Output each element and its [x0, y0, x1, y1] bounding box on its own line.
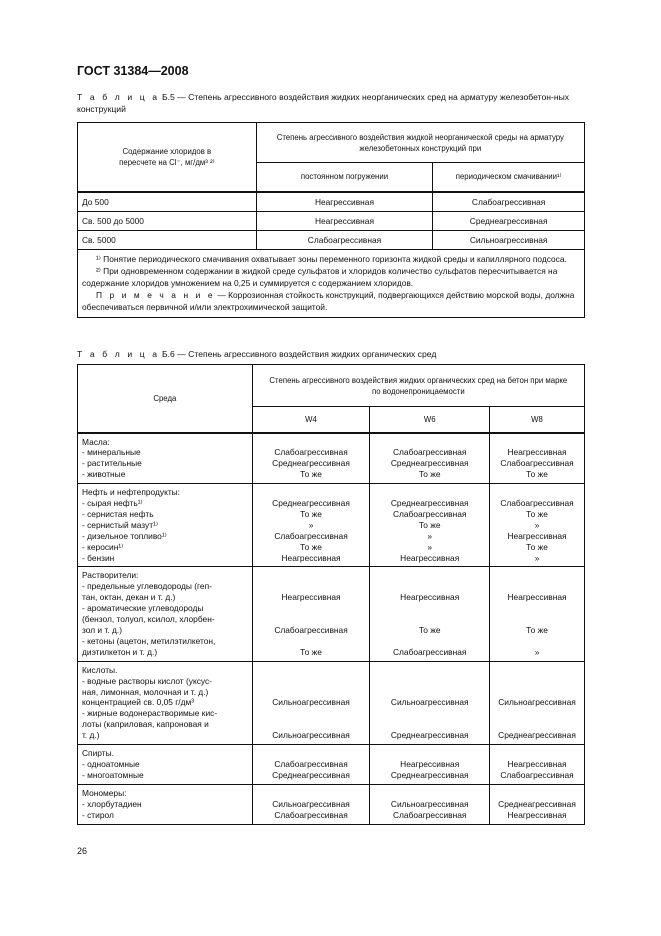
medium-line: тан, октан, декан и т. д.): [82, 592, 176, 603]
medium-line: (бензол, толуол, ксилол, хлорбен-: [82, 614, 215, 625]
value-line: Сильноагрессивная: [272, 730, 350, 741]
value-line: Неагрессивная: [507, 592, 567, 603]
medium-line: - сырая нефть¹⁾: [82, 498, 143, 509]
footnote-2: ²⁾ При одновременном содержании в жидкой среде сульфатов и хлоридов количество сульфатов пересчитывается на содержание хлоридов умножением на 0,25 и суммируется с содержанием хлоридов.: [82, 265, 558, 288]
medium-line: концентрацией св. 0,05 г/дм³: [82, 697, 195, 708]
value-line: [374, 636, 485, 647]
value-line: [374, 788, 485, 799]
value-cell-w8: [490, 661, 585, 744]
sub-header-wetting: периодическом смачивании¹⁾: [433, 163, 585, 192]
table-row: [78, 745, 585, 785]
value-line: [494, 788, 580, 799]
medium-line: - стирол: [82, 809, 114, 820]
value-line: Среднеагрессивная: [272, 498, 350, 509]
row-value: Слабоагрессивная: [433, 192, 585, 212]
value-line: [494, 676, 580, 687]
value-line: [494, 603, 580, 614]
medium-line: - ароматические углеводороды: [82, 603, 204, 614]
value-cell-w6: [370, 784, 490, 824]
medium-line: - многоатомные: [82, 769, 144, 780]
value-line: [494, 437, 580, 448]
value-line: »: [427, 530, 433, 541]
remark: [82, 289, 580, 313]
value-line: Слабоагрессивная: [500, 769, 574, 780]
table-row: [78, 433, 585, 484]
medium-line: диэтилкетон и т. д.): [82, 646, 158, 657]
value-line: »: [534, 646, 540, 657]
medium-line: - предельные углеводороды (геп-: [82, 581, 212, 592]
value-cell-w6: [370, 567, 490, 661]
value-line: Слабоагрессивная: [274, 624, 348, 635]
value-line: [257, 603, 366, 614]
value-line: [374, 665, 485, 676]
table-row: [78, 211, 585, 230]
medium-line: - кетоны (ацетон, метилэтилкетон,: [82, 635, 216, 646]
value-cell-w6: [370, 661, 490, 744]
medium-line: - хлорбутадиен: [82, 798, 142, 809]
medium-line: - растительные: [82, 458, 142, 469]
table-notes: [78, 249, 585, 317]
row-value: Неагрессивная: [256, 211, 433, 230]
medium-cell: [78, 661, 253, 744]
group-header: Степень агрессивного воздействия жидких органических сред на бетон при марке по водонепроницаемости: [252, 365, 584, 407]
value-line: [494, 719, 580, 730]
table-row: [78, 567, 585, 661]
value-line: Неагрессивная: [400, 552, 460, 563]
medium-line: Растворители:: [82, 570, 139, 581]
value-line: Среднеагрессивная: [498, 798, 576, 809]
caption-text: Б.6 — Степень агрессивного воздействия жидких органических сред: [161, 349, 437, 359]
caption-label: Т а б л и ц а: [77, 349, 160, 359]
medium-cell: [78, 745, 253, 785]
value-line: [374, 676, 485, 687]
sub-header-w6: W6: [370, 407, 490, 433]
medium-line: - водные растворы кислот (уксус-: [82, 675, 212, 686]
medium-line: - керосин¹⁾: [82, 541, 124, 552]
value-cell-w8: [490, 433, 585, 484]
value-line: То же: [418, 519, 441, 530]
value-cell-w4: [252, 433, 370, 484]
sub-header-w4: W4: [252, 407, 370, 433]
table-row: [78, 230, 585, 249]
value-line: Среднеагрессивная: [390, 498, 469, 509]
medium-line: Спирты.: [82, 748, 114, 759]
table-b6-caption: [77, 348, 587, 360]
value-line: [374, 687, 485, 698]
value-cell-w8: [490, 784, 585, 824]
medium-line: т. д.): [82, 730, 100, 741]
col-header-medium: Среда: [78, 365, 253, 433]
value-line: То же: [300, 469, 322, 480]
value-line: [257, 437, 366, 448]
value-line: [494, 581, 580, 592]
medium-line: - сернистая нефть: [82, 508, 154, 519]
value-line: [374, 581, 485, 592]
medium-line: - минеральные: [82, 447, 141, 458]
value-line: [257, 636, 366, 647]
value-line: [494, 748, 580, 759]
value-line: Слабоагрессивная: [500, 458, 574, 469]
value-line: Среднеагрессивная: [498, 730, 576, 741]
value-line: [494, 687, 580, 698]
value-line: »: [427, 541, 433, 552]
value-line: Слабоагрессивная: [393, 447, 467, 458]
col-header-chlorides: Содержание хлоридов в пересчете на Cl⁻, мг/дм³ ²⁾: [78, 123, 257, 192]
document-title: ГОСТ 31384—2008: [77, 64, 189, 78]
remark-text: — Коррозионная стойкость конструкций, подвергающихся действию морской воды, должна обеспечиваться первичной и/или электрохимической защитой.: [82, 289, 575, 312]
sub-header-immersion: постоянном погружении: [256, 163, 433, 192]
medium-line: Кислоты.: [82, 664, 118, 675]
value-line: [494, 636, 580, 647]
medium-line: - животные: [82, 469, 126, 480]
medium-line: Нефть и нефтепродукты:: [82, 487, 181, 498]
value-cell-w6: [370, 745, 490, 785]
value-line: Неагрессивная: [507, 809, 567, 820]
value-line: Неагрессивная: [507, 530, 567, 541]
value-line: [494, 708, 580, 719]
value-line: То же: [526, 469, 548, 480]
value-line: [257, 614, 366, 625]
value-line: [374, 719, 485, 730]
value-line: [257, 788, 366, 799]
value-line: То же: [300, 508, 322, 519]
medium-line: - жирные водонерастворимые кис-: [82, 708, 218, 719]
value-cell-w8: [490, 484, 585, 567]
value-line: Среднеагрессивная: [390, 730, 469, 741]
value-line: »: [308, 519, 314, 530]
value-line: [257, 487, 366, 498]
value-line: То же: [526, 541, 548, 552]
remark-label: П р и м е ч а н и е: [96, 289, 216, 300]
row-label: Св. 5000: [78, 230, 257, 249]
row-label: Св. 500 до 5000: [78, 211, 257, 230]
value-cell-w8: [490, 745, 585, 785]
value-line: Сильноагрессивная: [272, 697, 350, 708]
value-line: [257, 665, 366, 676]
row-label: До 500: [78, 192, 257, 212]
value-line: Неагрессивная: [400, 592, 460, 603]
page-number: 26: [77, 846, 88, 856]
medium-cell: [78, 484, 253, 567]
medium-line: лоты (каприловая, капроновая и: [82, 719, 209, 730]
medium-line: - бензин: [82, 552, 115, 563]
value-cell-w4: [252, 484, 370, 567]
medium-cell: [78, 784, 253, 824]
value-line: Среднеагрессивная: [272, 769, 350, 780]
medium-line: Мономеры:: [82, 787, 127, 798]
value-line: [374, 487, 485, 498]
value-line: [257, 687, 366, 698]
table-row: [78, 484, 585, 567]
caption-label: Т а б л и ц а: [77, 92, 160, 102]
value-line: [494, 665, 580, 676]
table-row: [78, 192, 585, 212]
row-value: Среднеагрессивная: [433, 211, 585, 230]
table-b5-caption: [77, 91, 587, 115]
value-line: Неагрессивная: [507, 758, 567, 769]
value-line: Среднеагрессивная: [390, 458, 469, 469]
value-line: Слабоагрессивная: [393, 646, 467, 657]
value-line: [494, 614, 580, 625]
value-line: То же: [300, 646, 322, 657]
value-line: [494, 570, 580, 581]
value-line: Неагрессивная: [400, 758, 460, 769]
value-cell-w4: [252, 567, 370, 661]
value-line: [374, 570, 485, 581]
value-line: То же: [418, 469, 441, 480]
table-row: [78, 661, 585, 744]
value-line: [257, 708, 366, 719]
value-line: Слабоагрессивная: [393, 809, 467, 820]
medium-line: Масла:: [82, 436, 110, 447]
value-cell-w6: [370, 433, 490, 484]
value-line: Сильноагрессивная: [498, 697, 576, 708]
table-b6: [77, 364, 585, 825]
caption-text: Б.5 — Степень агрессивного воздействия жидких неорганических сред на арматуру железобетон-ных конструкций: [77, 92, 570, 114]
row-value: Слабоагрессивная: [256, 230, 433, 249]
value-line: Среднеагрессивная: [272, 458, 350, 469]
value-line: То же: [300, 541, 322, 552]
value-cell-w4: [252, 661, 370, 744]
medium-line: зол и т. д.): [82, 625, 122, 635]
value-line: [374, 708, 485, 719]
sub-header-w8: W8: [490, 407, 585, 433]
value-line: [257, 581, 366, 592]
value-line: Неагрессивная: [281, 552, 341, 563]
value-cell-w6: [370, 484, 490, 567]
value-line: Слабоагрессивная: [393, 508, 467, 519]
value-line: [257, 570, 366, 581]
value-line: То же: [526, 508, 548, 519]
value-cell-w8: [490, 567, 585, 661]
value-line: »: [534, 552, 540, 563]
value-line: Слабоагрессивная: [500, 498, 574, 509]
footnote-1: ¹⁾ Понятие периодического смачивания охватывает зоны переменного горизонта жидкой среды и капиллярного подсоса.: [96, 253, 567, 264]
table-b5: [77, 122, 585, 318]
value-line: Неагрессивная: [507, 447, 567, 458]
value-line: [374, 614, 485, 625]
value-line: Слабоагрессивная: [274, 530, 348, 541]
value-line: [257, 676, 366, 687]
value-line: [257, 719, 366, 730]
value-line: Слабоагрессивная: [274, 809, 348, 820]
table-row: [78, 784, 585, 824]
value-line: Сильноагрессивная: [390, 798, 469, 809]
row-value: Сильноагрессивная: [433, 230, 585, 249]
value-line: [494, 487, 580, 498]
value-line: То же: [418, 624, 441, 635]
value-line: Слабоагрессивная: [274, 447, 348, 458]
medium-cell: [78, 433, 253, 484]
value-cell-w4: [252, 745, 370, 785]
value-line: »: [534, 519, 540, 530]
value-line: Сильноагрессивная: [390, 697, 469, 708]
medium-line: - сернистый мазут¹⁾: [82, 519, 158, 530]
value-line: [374, 437, 485, 448]
value-line: Среднеагрессивная: [390, 769, 469, 780]
value-cell-w4: [252, 784, 370, 824]
value-line: Слабоагрессивная: [274, 758, 348, 769]
value-line: То же: [526, 624, 548, 635]
value-line: [374, 748, 485, 759]
value-line: [257, 748, 366, 759]
row-value: Неагрессивная: [256, 192, 433, 212]
value-line: [374, 603, 485, 614]
medium-line: - одноатомные: [82, 758, 140, 769]
medium-line: ная, лимонная, молочная и т. д.): [82, 686, 209, 697]
value-line: Сильноагрессивная: [272, 798, 350, 809]
group-header: Степень агрессивного воздействия жидкой неорганической среды на арматуру железобетонных конструкций при: [256, 123, 584, 163]
medium-line: - дизельное топливо¹⁾: [82, 530, 167, 541]
medium-cell: [78, 567, 253, 661]
value-line: Неагрессивная: [281, 592, 341, 603]
